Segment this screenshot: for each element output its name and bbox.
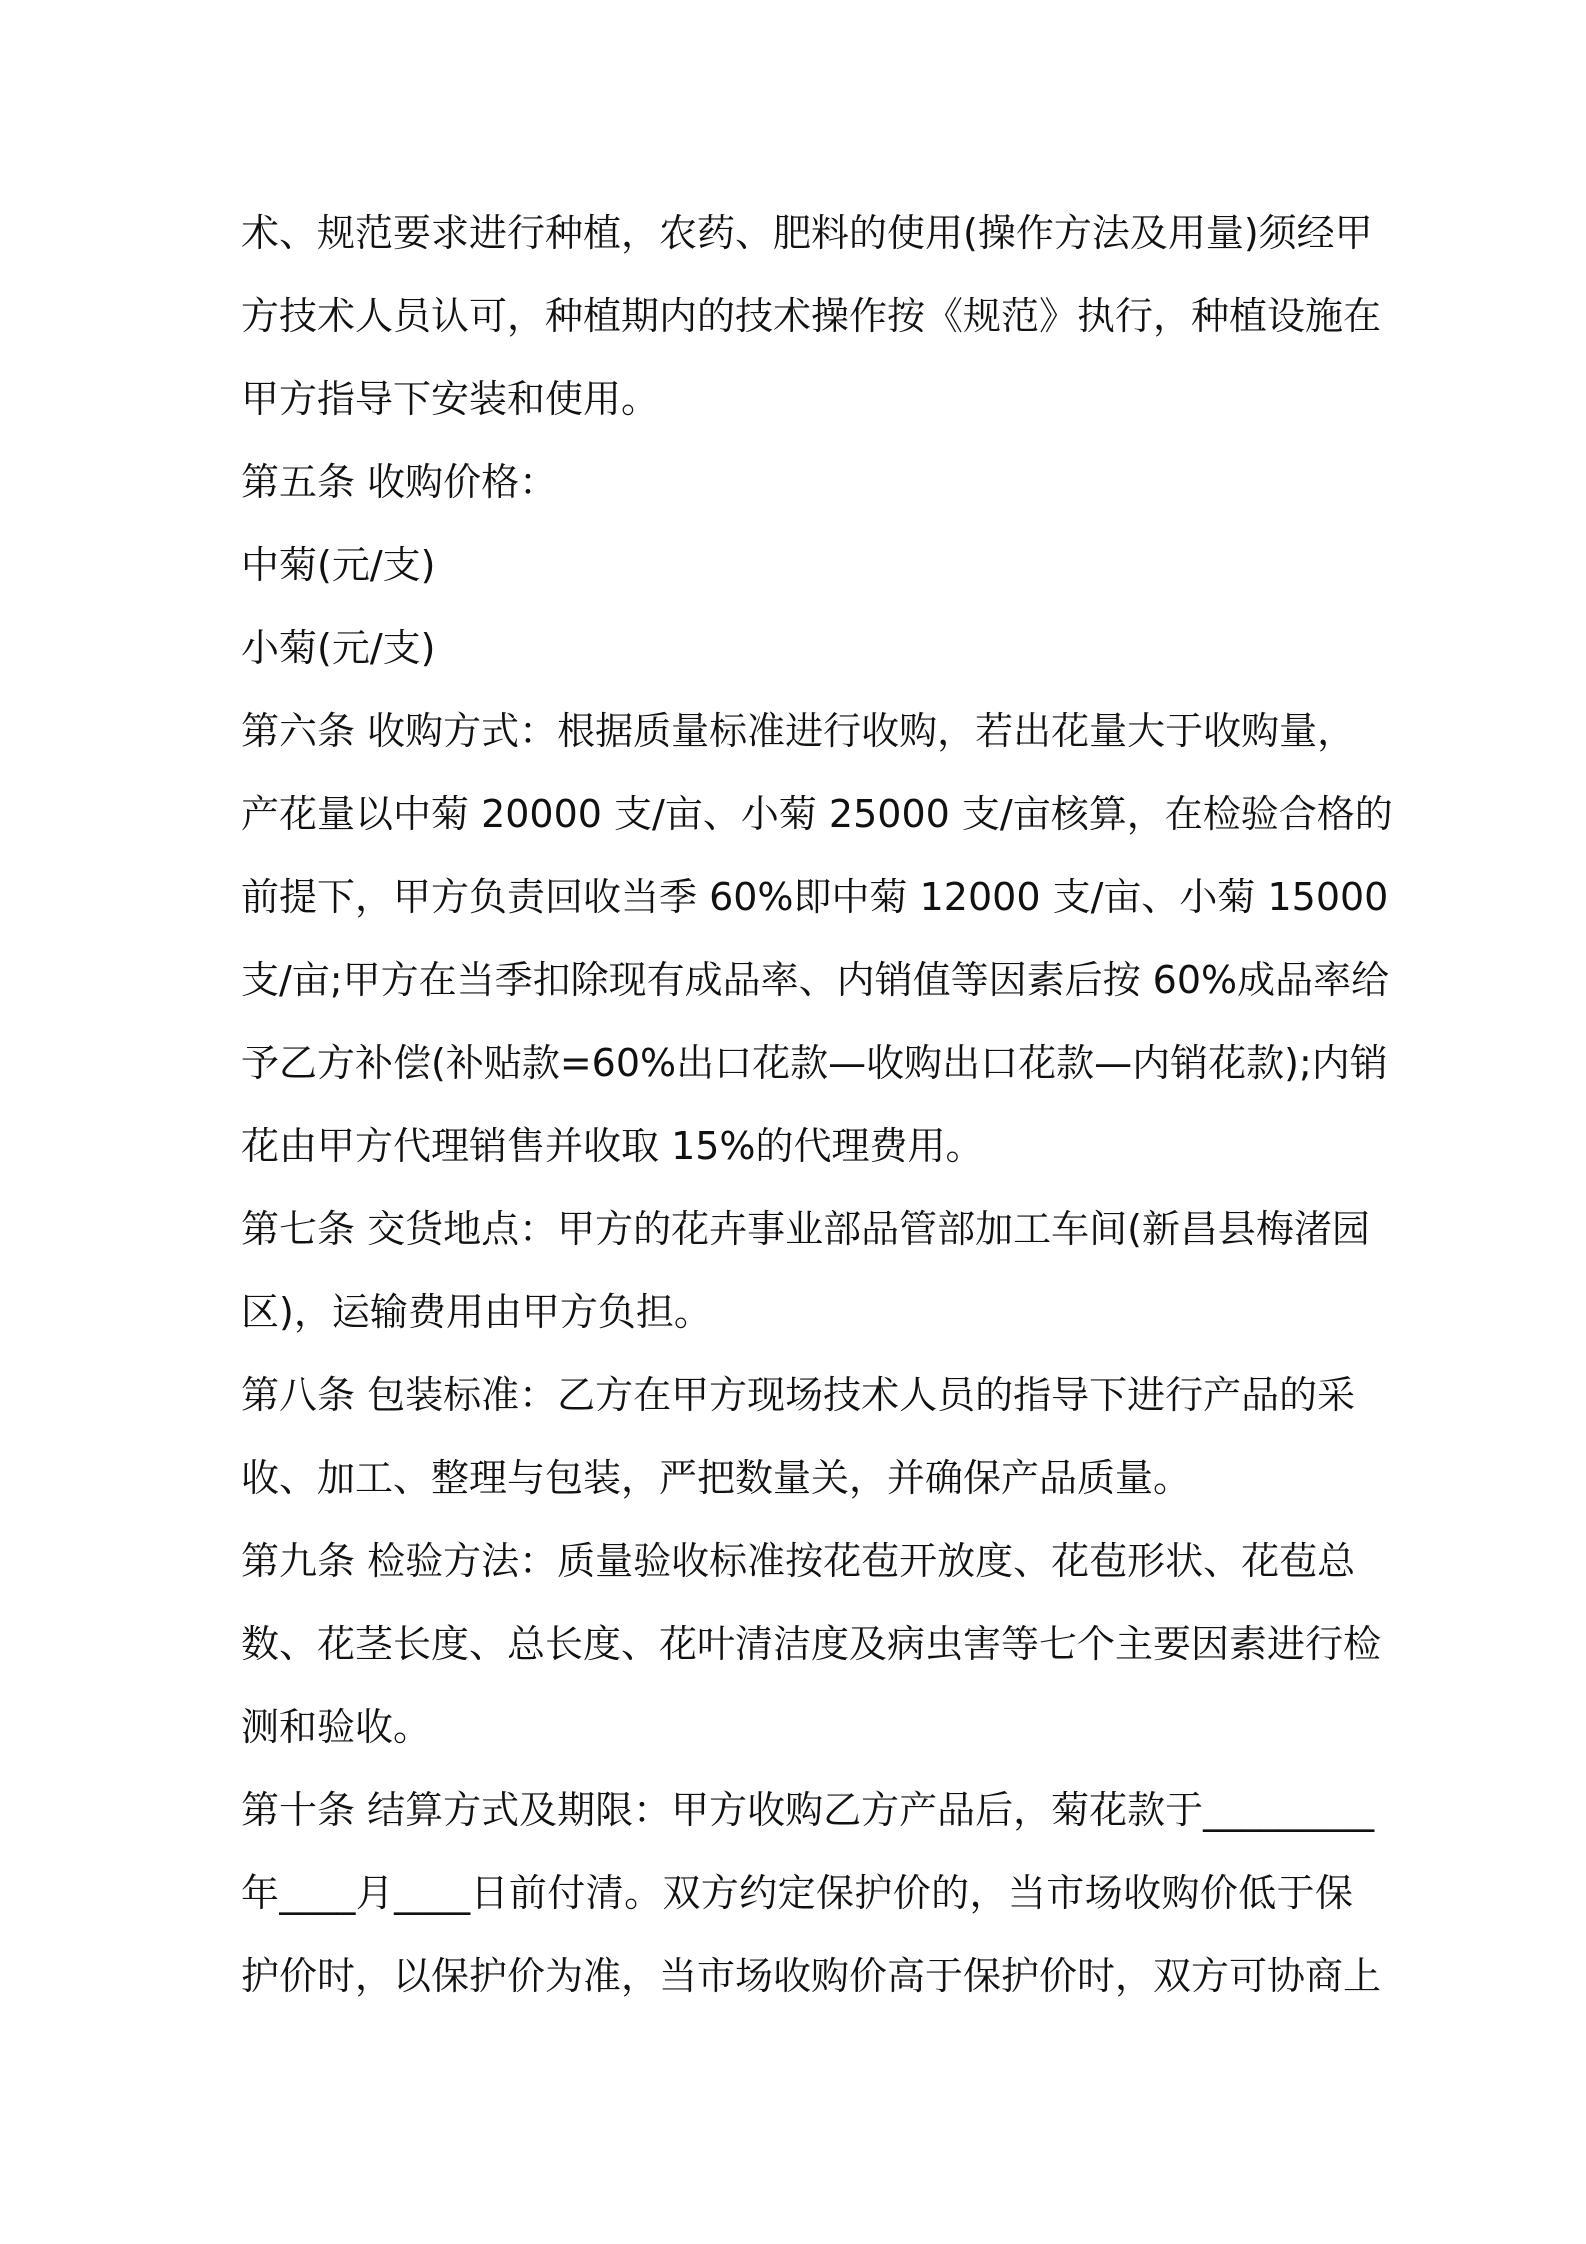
text-line: 术、规范要求进行种植，农药、肥料的使用(操作方法及用量)须经甲 [241, 211, 1373, 255]
text-line: 花由甲方代理销售并收取 15%的代理费用。 [241, 1124, 984, 1168]
text-line: 产花量以中菊 20000 支/亩、小菊 25000 支/亩核算，在检验合格的 [241, 792, 1393, 836]
contract-body [241, 192, 1393, 2018]
text-line: 小菊(元/支) [241, 626, 436, 670]
text-line: 支/亩;甲方在当季扣除现有成品率、内销值等因素后按 60%成品率给 [241, 958, 1390, 1002]
article-heading: 第九条 检验方法：质量验收标准按花苞开放度、花苞形状、花苞总 [241, 1539, 1356, 1583]
article-heading: 第七条 交货地点：甲方的花卉事业部品管部加工车间(新昌县梅渚园 [241, 1207, 1370, 1251]
text-line: 甲方指导下安装和使用。 [241, 377, 660, 421]
article-heading: 第八条 包装标准：乙方在甲方现场技术人员的指导下进行产品的采 [241, 1373, 1356, 1417]
text-line: 予乙方补偿(补贴款=60%出口花款—收购出口花款—内销花款);内销 [241, 1041, 1388, 1085]
text-line: 收、加工、整理与包装，严把数量关，并确保产品质量。 [241, 1456, 1192, 1500]
text-line: 前提下，甲方负责回收当季 60%即中菊 12000 支/亩、小菊 15000 [241, 875, 1389, 919]
text-line: 数、花茎长度、总长度、花叶清洁度及病虫害等七个主要因素进行检 [241, 1622, 1382, 1666]
text-line: 中菊(元/支) [241, 543, 436, 587]
article-heading: 第六条 收购方式：根据质量标准进行收购，若出花量大于收购量， [241, 709, 1356, 753]
text-line: 方技术人员认可，种植期内的技术操作按《规范》执行，种植设施在 [241, 294, 1382, 338]
article-heading: 第十条 结算方式及期限：甲方收购乙方产品后，菊花款于_________ [241, 1788, 1375, 1832]
article-heading: 第五条 收购价格： [241, 460, 558, 504]
text-line: 测和验收。 [241, 1705, 432, 1749]
text-line: 区)，运输费用由甲方负担。 [241, 1290, 712, 1334]
text-line: 护价时，以保护价为准，当市场收购价高于保护价时，双方可协商上 [241, 1954, 1382, 1998]
text-line: 年____月____日前付清。双方约定保护价的，当市场收购价低于保 [241, 1871, 1353, 1915]
